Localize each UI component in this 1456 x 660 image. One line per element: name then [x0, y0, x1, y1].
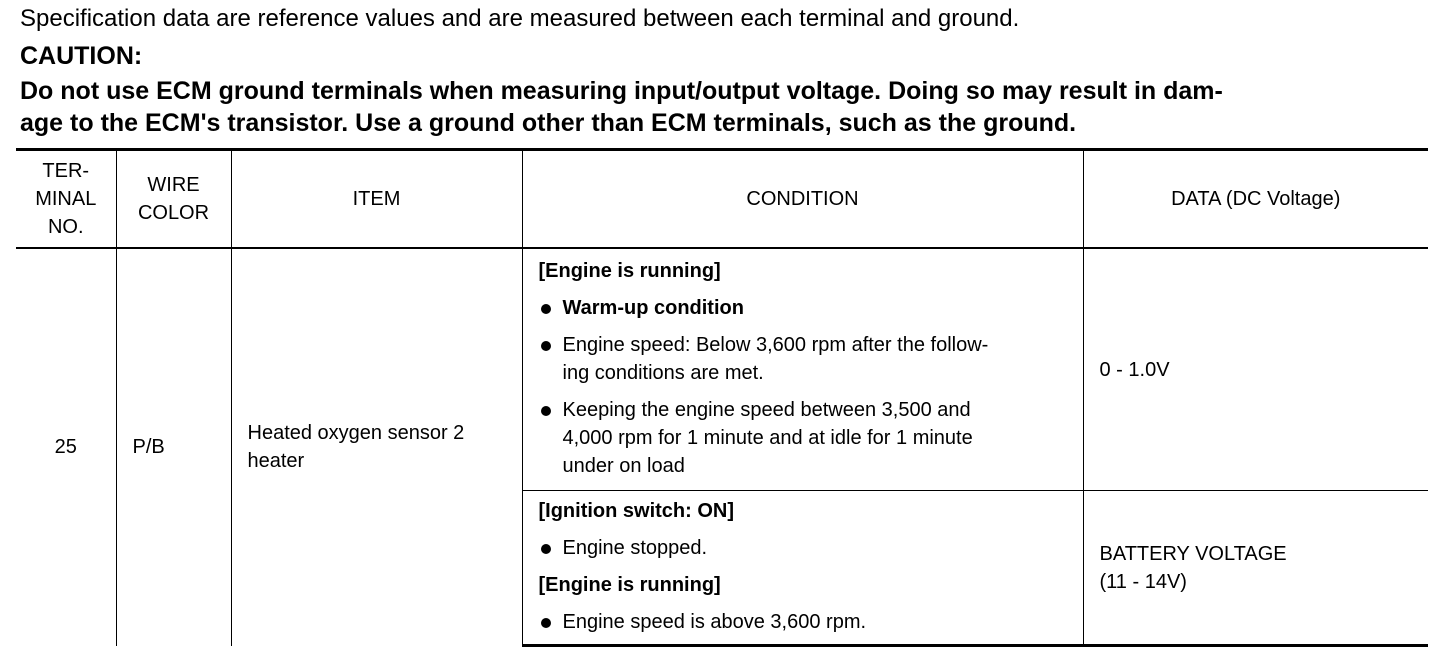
caution-line-1: Do not use ECM ground terminals when measuring input/output voltage. Doing so may result in dam-	[20, 77, 1223, 105]
header-data: DATA (DC Voltage)	[1083, 150, 1428, 249]
terminal-spec-table	[16, 148, 1428, 647]
header-wire-color	[116, 150, 231, 249]
terminal-number-cell	[16, 248, 116, 646]
condition-item-line: Keeping the engine speed between 3,500 and	[562, 399, 971, 421]
terminal-number: 25	[54, 436, 77, 459]
condition-heading: [Ignition switch: ON]	[538, 500, 735, 522]
header-wire-line-2: COLOR	[137, 202, 210, 224]
condition-item-text: Engine speed is above 3,600 rpm.	[562, 611, 867, 633]
caution-text	[20, 75, 1432, 139]
bullet-icon	[541, 544, 551, 554]
condition-item	[539, 608, 1067, 636]
intro-text: Specification data are reference values and are measured between each terminal and ground.	[20, 5, 1020, 32]
header-wire-line-1: WIRE	[147, 174, 200, 196]
bullet-icon	[541, 618, 551, 628]
data-cell-2	[1083, 491, 1428, 646]
bullet-icon	[541, 406, 551, 416]
header-terminal-line-2: MINAL	[35, 188, 97, 210]
condition-item-line: 4,000 rpm for 1 minute and at idle for 1 minute	[562, 427, 973, 449]
data-cell-1	[1083, 248, 1428, 491]
condition-item	[539, 534, 1067, 562]
condition-item-text: Warm-up condition	[562, 297, 744, 319]
caution-title: CAUTION:	[20, 42, 143, 70]
condition-item-text: Engine stopped.	[562, 537, 708, 559]
wire-color-cell	[116, 248, 231, 646]
data-value-line-2: (11 - 14V)	[1099, 570, 1187, 593]
condition-cell-2	[522, 491, 1083, 646]
condition-item-line: under on load	[562, 455, 685, 477]
data-value-line-1: BATTERY VOLTAGE	[1099, 542, 1287, 565]
caution-line-2: age to the ECM's transistor. Use a ground other than ECM terminals, such as the ground.	[20, 109, 1077, 137]
item-line-2: heater	[247, 450, 305, 473]
header-terminal-no	[16, 150, 116, 249]
condition-item	[539, 396, 1067, 480]
header-terminal-line-1: TER-	[42, 160, 90, 182]
bullet-icon	[541, 304, 551, 314]
table-header-row	[16, 150, 1428, 249]
condition-item-line: ing conditions are met.	[562, 362, 764, 384]
condition-cell-1	[522, 248, 1083, 491]
wire-color: P/B	[132, 436, 165, 459]
data-value: 0 - 1.0V	[1099, 358, 1170, 381]
bullet-icon	[541, 341, 551, 351]
condition-item	[539, 294, 1067, 322]
condition-heading: [Engine is running]	[538, 260, 721, 282]
header-terminal-line-3: NO.	[47, 216, 84, 238]
table-row	[16, 248, 1428, 491]
condition-item-line: Engine speed: Below 3,600 rpm after the follow-	[562, 334, 989, 356]
header-item: ITEM	[231, 150, 522, 249]
item-line-1: Heated oxygen sensor 2	[247, 422, 465, 445]
condition-heading: [Engine is running]	[538, 574, 721, 596]
item-cell	[231, 248, 522, 646]
header-condition: CONDITION	[522, 150, 1083, 249]
condition-item	[539, 331, 1067, 387]
